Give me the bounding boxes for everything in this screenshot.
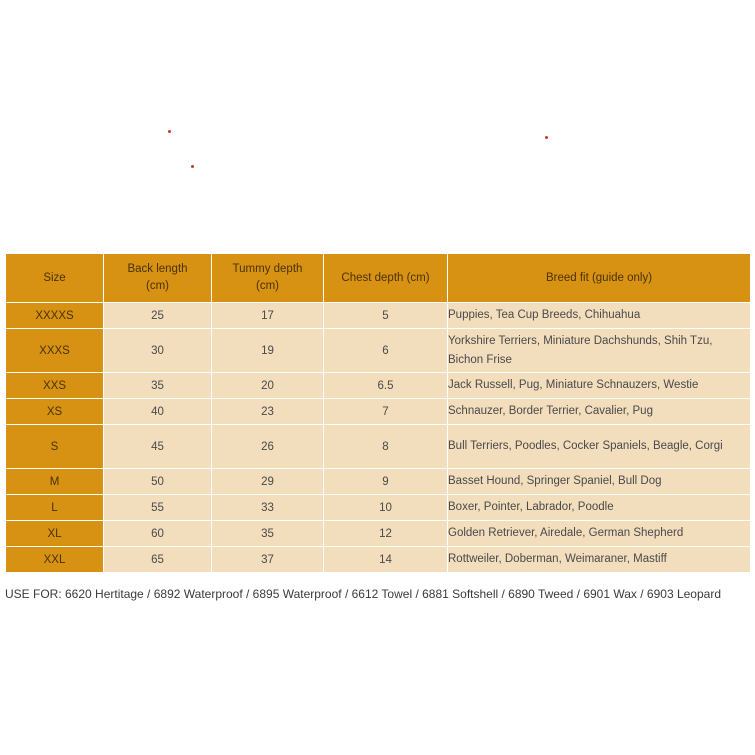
cell-breed-fit: Schnauzer, Border Terrier, Cavalier, Pug	[448, 399, 751, 425]
cell-tummy-depth: 33	[212, 495, 324, 521]
decorative-dot	[168, 130, 171, 133]
table-row	[6, 469, 751, 495]
cell-size: M	[6, 469, 104, 495]
cell-size: S	[6, 425, 104, 469]
cell-chest-depth: 14	[324, 547, 448, 573]
cell-back-length: 30	[104, 329, 212, 373]
column-header-tummy-depth	[212, 254, 324, 303]
cell-back-length: 50	[104, 469, 212, 495]
cell-chest-depth: 10	[324, 495, 448, 521]
cell-breed-fit: Jack Russell, Pug, Miniature Schnauzers, Westie	[448, 373, 751, 399]
cell-chest-depth: 12	[324, 521, 448, 547]
table-row	[6, 547, 751, 573]
column-header-chest-depth	[324, 254, 448, 303]
cell-back-length: 25	[104, 303, 212, 329]
decorative-dot	[191, 165, 194, 168]
column-header-size	[6, 254, 104, 303]
cell-size: XL	[6, 521, 104, 547]
cell-size: XXXS	[6, 329, 104, 373]
cell-breed-fit: Bull Terriers, Poodles, Cocker Spaniels, Beagle, Corgi	[448, 425, 751, 469]
cell-chest-depth: 5	[324, 303, 448, 329]
cell-chest-depth: 6.5	[324, 373, 448, 399]
cell-breed-fit: Puppies, Tea Cup Breeds, Chihuahua	[448, 303, 751, 329]
cell-breed-fit: Yorkshire Terriers, Miniature Dachshunds, Shih Tzu, Bichon Frise	[448, 329, 751, 373]
cell-tummy-depth: 19	[212, 329, 324, 373]
cell-back-length: 65	[104, 547, 212, 573]
cell-size: XS	[6, 399, 104, 425]
cell-breed-fit: Rottweiler, Doberman, Weimaraner, Mastiff	[448, 547, 751, 573]
cell-breed-fit: Golden Retriever, Airedale, German Shepherd	[448, 521, 751, 547]
cell-tummy-depth: 37	[212, 547, 324, 573]
cell-chest-depth: 9	[324, 469, 448, 495]
cell-size: XXS	[6, 373, 104, 399]
table-row	[6, 329, 751, 373]
table-row	[6, 425, 751, 469]
cell-breed-fit: Boxer, Pointer, Labrador, Poodle	[448, 495, 751, 521]
size-table	[5, 253, 751, 573]
cell-back-length: 35	[104, 373, 212, 399]
cell-size: XXXXS	[6, 303, 104, 329]
cell-size: XXL	[6, 547, 104, 573]
table-header-row	[6, 254, 751, 303]
cell-chest-depth: 6	[324, 329, 448, 373]
decorative-dot	[545, 136, 548, 139]
table-row	[6, 373, 751, 399]
column-header-back-length-label: Back length	[127, 263, 188, 275]
column-header-breed-fit	[448, 254, 751, 303]
column-header-tummy-depth-label: Tummy depth	[232, 263, 303, 275]
table-row	[6, 303, 751, 329]
cell-tummy-depth: 20	[212, 373, 324, 399]
cell-tummy-depth: 26	[212, 425, 324, 469]
cell-chest-depth: 7	[324, 399, 448, 425]
cell-tummy-depth: 35	[212, 521, 324, 547]
table-row	[6, 399, 751, 425]
cell-chest-depth: 8	[324, 425, 448, 469]
table-header	[6, 254, 751, 303]
table-row	[6, 495, 751, 521]
cell-tummy-depth: 17	[212, 303, 324, 329]
column-header-tummy-depth-unit: (cm)	[256, 280, 279, 292]
cell-back-length: 60	[104, 521, 212, 547]
cell-back-length: 45	[104, 425, 212, 469]
cell-back-length: 55	[104, 495, 212, 521]
cell-tummy-depth: 23	[212, 399, 324, 425]
cell-breed-fit: Basset Hound, Springer Spaniel, Bull Dog	[448, 469, 751, 495]
table-row	[6, 521, 751, 547]
cell-tummy-depth: 29	[212, 469, 324, 495]
column-header-breed-fit-label: Breed fit (guide only)	[545, 271, 653, 284]
cell-back-length: 40	[104, 399, 212, 425]
cell-size: L	[6, 495, 104, 521]
column-header-size-label: Size	[43, 271, 66, 284]
column-header-back-length	[104, 254, 212, 303]
table-body	[6, 303, 751, 573]
size-chart	[5, 253, 750, 573]
column-header-chest-depth-label: Chest depth (cm)	[341, 271, 430, 284]
use-for-note: USE FOR: 6620 Hertitage / 6892 Waterproof / 6895 Waterproof / 6612 Towel / 6881 Softshell / 6890 Tweed / 6901 Wax / 6903 Leopard	[5, 587, 721, 601]
column-header-back-length-unit: (cm)	[146, 280, 169, 292]
